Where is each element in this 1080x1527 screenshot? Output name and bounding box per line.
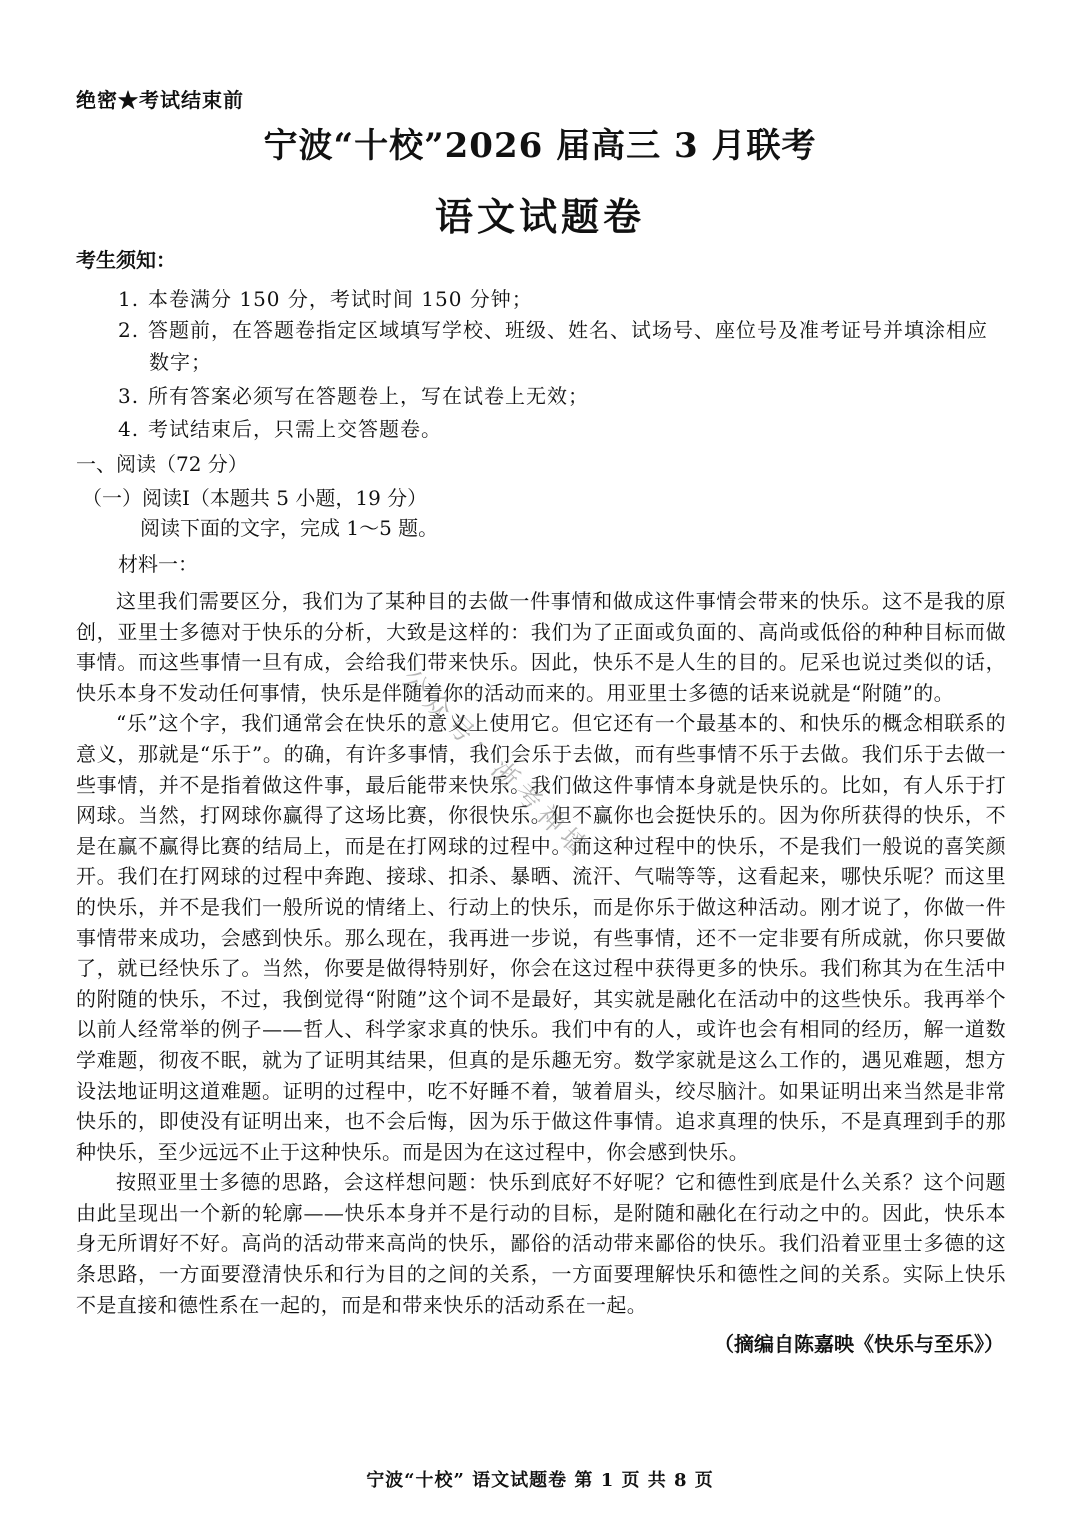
notice-item-text: 答题前，在答题卷指定区域填写学校、班级、姓名、试场号、座位号及准考证号并填涂相应 [148,318,988,342]
material-label: 材料一： [118,552,198,576]
notice-item [118,380,589,409]
section-heading: 一、阅读（72 分） [76,452,248,476]
page-footer: 宁波“十校” 语文试题卷 第 1 页 共 8 页 [366,1470,714,1491]
reading-passage [76,586,1006,1320]
passage-paragraph: 这里我们需要区分，我们为了某种目的去做一件事情和做成这件事情会带来的快乐。这不是我的原创，亚里士多德对于快乐的分析，大致是这样的：我们为了正面或负面的、高尚或低俗的种种目标而做事情。而这些事情一旦有成，会给我们带来快乐。因此，快乐不是人生的目的。尼采也说过类似的话，快乐本身不发动任何事情，快乐是伴随着你的活动而来的。用亚里士多德的话来说就是“附随”的。 [76,589,1006,705]
notice-item-number: 1. [118,287,140,311]
notice-item [118,283,533,312]
source-citation: （摘编自陈嘉映《快乐与至乐》） [714,1332,1004,1356]
notice-heading: 考生须知： [76,248,176,272]
paper-subtitle: 语文试题卷 [434,194,645,239]
confidential-label: 绝密★考试结束前 [76,88,244,112]
exam-title: 宁波“十校”2026 届高三 3 月联考 [263,126,817,166]
notice-item-continuation: 数字； [149,350,212,374]
reading-instruction: 阅读下面的文字，完成 1～5 题。 [140,516,439,540]
notice-item [118,314,988,343]
notice-item-number: 2. [118,318,140,342]
subsection-heading: （一）阅读Ⅰ（本题共 5 小题，19 分） [82,486,428,510]
notice-item-text: 本卷满分 150 分，考试时间 150 分钟； [148,287,533,311]
notice-item-text: 所有答案必须写在答题卷上，写在试卷上无效； [148,384,589,408]
watermark: 公众号：浙考神墙 [394,664,597,867]
notice-item-number: 3. [118,384,140,408]
notice-item [118,413,442,442]
passage-paragraph: 按照亚里士多德的思路，会这样想问题：快乐到底好不好呢？它和德性到底是什么关系？这个问题由此呈现出一个新的轮廓——快乐本身并不是行动的目标，是附随和融化在行动之中的。因此，快乐本身无所谓好不好。高尚的活动带来高尚的快乐，鄙俗的活动带来鄙俗的快乐。我们沿着亚里士多德的这条思路，一方面要澄清快乐和行为目的之间的关系，一方面要理解快乐和德性之间的关系。实际上快乐不是直接和德性系在一起的，而是和带来快乐的活动系在一起。 [76,1170,1006,1317]
notice-item-text: 考试结束后，只需上交答题卷。 [148,417,442,441]
notice-item-number: 4. [118,417,140,441]
passage-paragraph: “乐”这个字，我们通常会在快乐的意义上使用它。但它还有一个最基本的、和快乐的概念相联系的意义，那就是“乐于”。的确，有许多事情，我们会乐于去做，而有些事情不乐于去做。我们乐于去做一些事情，并不是指着做这件事，最后能带来快乐。我们做这件事情本身就是快乐的。比如，有人乐于打网球。当然，打网球你赢得了这场比赛，你很快乐。但不赢你也会挺快乐的。因为你所获得的快乐，不是在赢不赢得比赛的结局上，而是在打网球的过程中。而这种过程中的快乐，不是我们一般说的喜笑颜开。我们在打网球的过程中奔跑、接球、扣杀、暴晒、流汗、气喘等等，这看起来，哪快乐呢？而这里的快乐，并不是我们一般所说的情绪上、行动上的快乐，而是你乐于做这种活动。刚才说了，你做一件事情带来成功，会感到快乐。那么现在，我再进一步说，有些事情，还不一定非要有所成就，你只要做了，就已经快乐了。当然，你要是做得特别好，你会在这过程中获得更多的快乐。我们称其为在生活中的附随的快乐，不过，我倒觉得“附随”这个词不是最好，其实就是融化在活动中的这些快乐。我再举个以前人经常举的例子——哲人、科学家求真的快乐。我们中有的人，或许也会有相同的经历，解一道数学难题，彻夜不眠，就为了证明其结果，但真的是乐趣无穷。数学家就是这么工作的，遇见难题，想方设法地证明这道难题。证明的过程中，吃不好睡不着，皱着眉头，绞尽脑汁。如果证明出来当然是非常快乐的，即使没有证明出来，也不会后悔，因为乐于做这件事情。追求真理的快乐，不是真理到手的那种快乐，至少远远不止于这种快乐。而是因为在这过程中，你会感到快乐。 [76,711,1006,1164]
